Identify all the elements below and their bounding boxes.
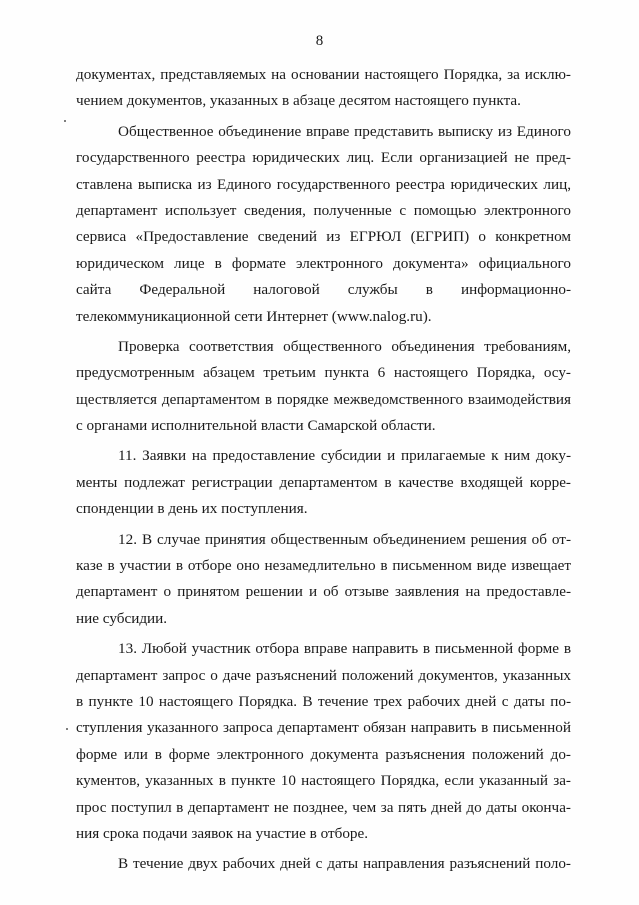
page-number: 8 xyxy=(315,33,324,49)
scan-speck xyxy=(64,120,66,122)
paragraph-p7 xyxy=(76,851,571,877)
text-line: ступления указанного запроса департамент обязан направить в письменной xyxy=(76,719,571,737)
text-line: В течение двух рабочих дней с даты направления разъяснений поло- xyxy=(118,855,571,873)
text-line: телекоммуникационной сети Интернет (www.nalog.ru). xyxy=(76,307,432,325)
paragraph-p5 xyxy=(76,527,571,633)
text-line: департамент о принятом решении и об отзыве заявления на предоставле- xyxy=(76,583,571,601)
text-line: менты подлежат регистрации департаментом в качестве входящей корре- xyxy=(76,473,571,491)
text-line: департамент использует сведения, полученные с помощью электронного xyxy=(76,201,571,219)
text-line: казе в участии в отборе оно незамедлительно в письменном виде извещает xyxy=(76,557,571,575)
text-line: в пункте 10 настоящего Порядка. В течение трех рабочих дней с даты по- xyxy=(76,692,571,710)
paragraph-p6 xyxy=(76,636,571,847)
text-line: форме или в форме электронного документа разъяснения положений до- xyxy=(76,745,571,763)
text-line: документах, представляемых на основании настоящего Порядка, за исклю- xyxy=(76,66,571,83)
scan-speck xyxy=(66,728,68,730)
paragraph-p3 xyxy=(76,334,571,440)
text-line: ние субсидии. xyxy=(76,609,168,627)
text-line: ставлена выписка из Единого государственного реестра юридических лиц, xyxy=(76,175,571,193)
text-line: юридическом лице в формате электронного документа» официального xyxy=(76,254,571,272)
text-line: Общественное объединение вправе представить выписку из Единого xyxy=(118,122,571,140)
text-line: 13. Любой участник отбора вправе направить в письменной форме в xyxy=(118,640,571,658)
text-line: с органами исполнительной власти Самарской области. xyxy=(76,417,436,435)
text-line: ния срока подачи заявок на участие в отборе. xyxy=(76,824,369,842)
paragraph-p2 xyxy=(76,119,571,330)
text-line: Проверка соответствия общественного объединения требованиям, xyxy=(118,337,571,355)
paragraph-p1 xyxy=(76,62,571,115)
text-line: сервиса «Предоставление сведений из ЕГРЮЛ (ЕГРИП) о конкретном xyxy=(76,228,571,246)
text-line: сайта Федеральной налоговой службы в информационно- xyxy=(76,281,571,299)
text-line: прос поступил в департамент не позднее, чем за пять дней до даты оконча- xyxy=(76,798,571,816)
paragraph-p4 xyxy=(76,443,571,522)
document-body xyxy=(76,62,571,878)
text-line: 12. В случае принятия общественным объединением решения об от- xyxy=(118,530,571,548)
text-line: департамент запрос о даче разъяснений положений документов, указанных xyxy=(76,666,571,684)
text-line: предусмотренным абзацем третьим пункта 6 настоящего Порядка, осу- xyxy=(76,364,571,382)
text-line: ществляется департаментом в порядке межведомственного взаимодействия xyxy=(76,390,571,408)
text-line: 11. Заявки на предоставление субсидии и прилагаемые к ним доку- xyxy=(118,447,571,465)
text-line: кументов, указанных в пункте 10 настоящего Порядка, если указанный за- xyxy=(76,772,571,790)
text-line: спонденции в день их поступления. xyxy=(76,500,308,518)
text-line: государственного реестра юридических лиц. Если организацией не пред- xyxy=(76,149,571,167)
text-line: чением документов, указанных в абзаце десятом настоящего пункта. xyxy=(76,92,521,110)
